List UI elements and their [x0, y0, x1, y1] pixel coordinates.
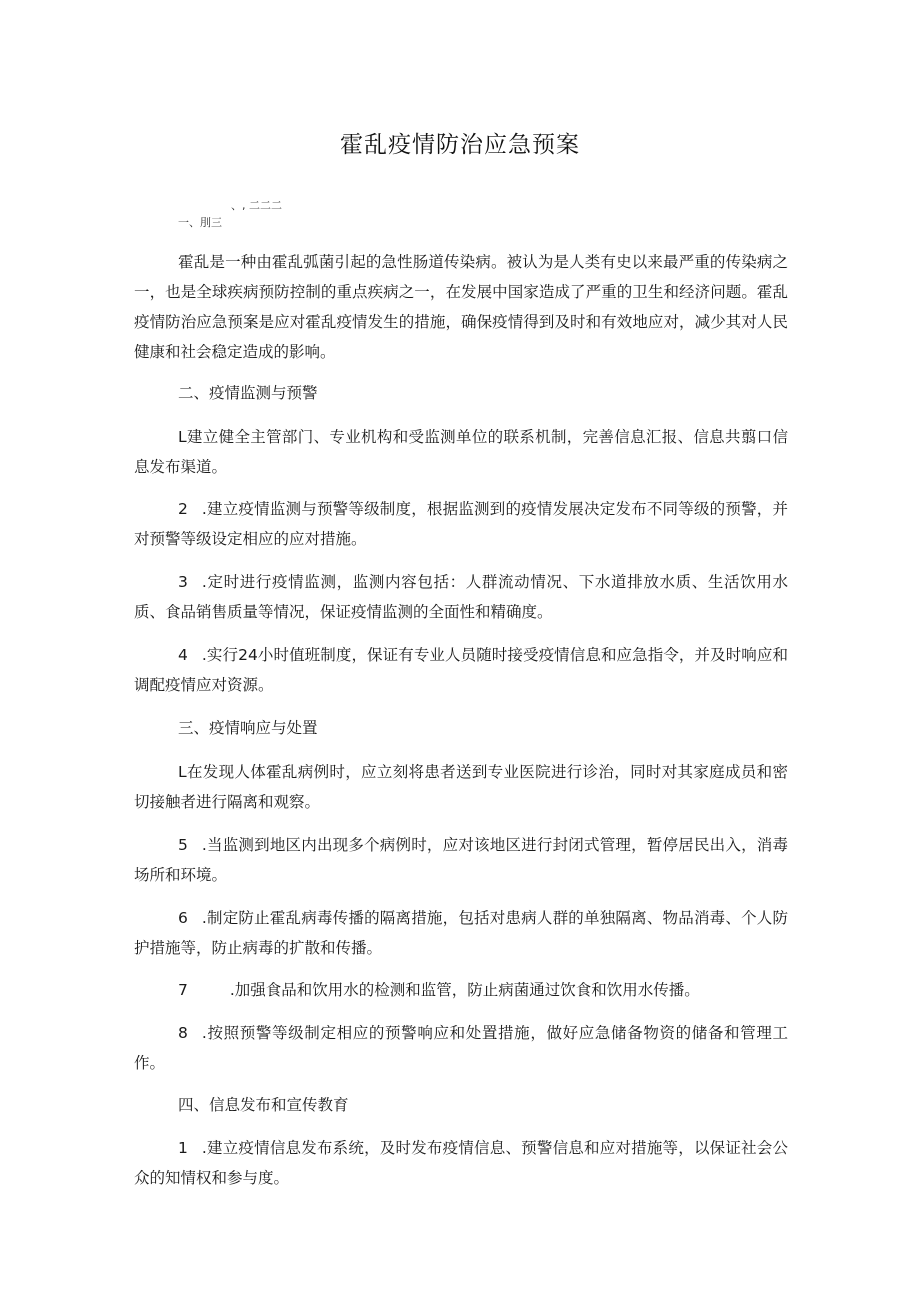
garbled-header-bottom: 一、刖三 — [178, 216, 222, 229]
list-item — [134, 422, 788, 482]
item-number: 1 — [178, 1139, 188, 1157]
section-heading: 四、信息发布和宣传教育 — [178, 1096, 349, 1114]
item-number: 3 — [178, 573, 188, 591]
item-text: 建立健全主管部门、专业机构和受监测单位的联系机制，完善信息汇报、信息共翦口信息发布渠道。 — [134, 428, 788, 476]
item-text: .建立疫情信息发布系统，及时发布疫情信息、预警信息和应对措施等，以保证社会公众的知情权和参与度。 — [134, 1139, 788, 1187]
list-item — [134, 757, 788, 817]
item-number: L — [178, 763, 187, 781]
item-text: .制定防止霍乱病毒传播的隔离措施，包括对患病人群的单独隔离、物品消毒、个人防护措施等，防止病毒的扩散和传播。 — [134, 909, 788, 957]
item-number: 7 — [178, 981, 188, 999]
section-heading: 二、疫情监测与预警 — [178, 384, 318, 402]
item-text: .按照预警等级制定相应的预警响应和处置措施，做好应急储备物资的储备和管理工作。 — [134, 1024, 788, 1072]
list-item — [134, 975, 788, 1005]
item-number: 6 — [178, 909, 188, 927]
item-text: .定时进行疫情监测，监测内容包括：人群流动情况、下水道排放水质、生活饮用水质、食品销售质量等情况，保证疫情监测的全面性和精确度。 — [134, 573, 788, 621]
list-item — [134, 640, 788, 700]
list-item — [134, 567, 788, 627]
item-text: .实行24小时值班制度，保证有专业人员随时接受疫情信息和应急指令，并及时响应和调配疫情应对资源。 — [134, 646, 788, 694]
item-number: 5 — [178, 836, 188, 854]
item-text: .建立疫情监测与预警等级制度，根据监测到的疫情发展决定发布不同等级的预警，并对预警等级设定相应的应对措施。 — [134, 500, 788, 548]
list-item — [134, 494, 788, 554]
garbled-header-top: 、, 二二二 — [231, 199, 282, 212]
list-item — [134, 1018, 788, 1078]
item-number: 2 — [178, 500, 188, 518]
item-number: 8 — [178, 1024, 188, 1042]
section-heading: 三、疫情响应与处置 — [178, 719, 318, 737]
list-item — [134, 1133, 788, 1193]
list-item — [134, 903, 788, 963]
document-title: 霍乱疫情防治应急预案 — [340, 132, 580, 158]
item-number: 4 — [178, 646, 188, 664]
intro-text: 霍乱是一种由霍乱弧菌引起的急性肠道传染病。被认为是人类有史以来最严重的传染病之一，也是全球疾病预防控制的重点疾病之一，在发展中国家造成了严重的卫生和经济问题。霍乱疫情防治应急预案是应对霍乱疫情发生的措施，确保疫情得到及时和有效地应对，减少其对人民健康和社会稳定造成的影响。 — [134, 253, 788, 361]
item-number: L — [178, 428, 187, 446]
item-text: .当监测到地区内出现多个病例时，应对该地区进行封闭式管理，暂停居民出入，消毒场所和环境。 — [134, 836, 788, 884]
item-text: .加强食品和饮用水的检测和监管，防止病菌通过饮食和饮用水传播。 — [229, 981, 700, 999]
item-text: 在发现人体霍乱病例时，应立刻将患者送到专业医院进行诊治，同时对其家庭成员和密切接触者进行隔离和观察。 — [134, 763, 788, 811]
list-item — [134, 830, 788, 890]
intro-paragraph — [134, 247, 788, 367]
